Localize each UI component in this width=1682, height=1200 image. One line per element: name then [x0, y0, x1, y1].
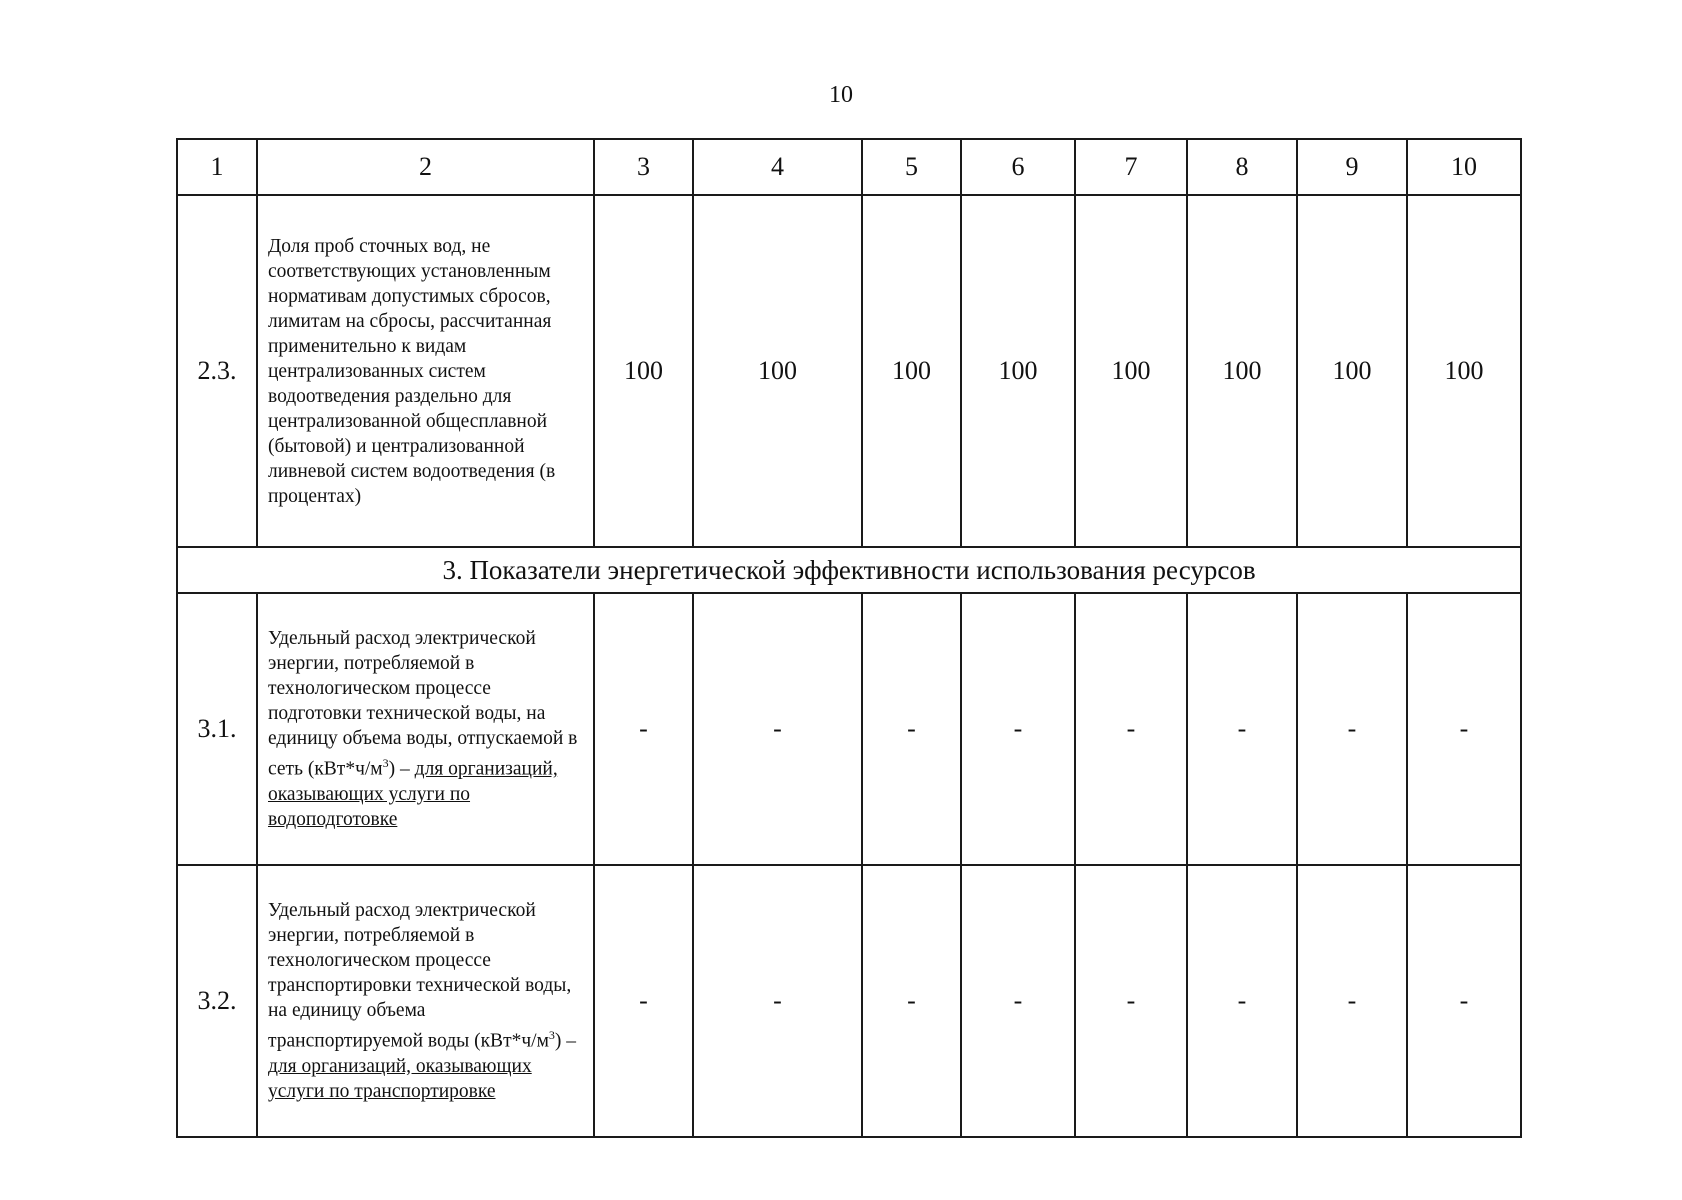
row-description: [257, 593, 594, 865]
table-row: [177, 865, 1521, 1137]
value-cell: 100: [1297, 195, 1407, 547]
table-row: [177, 195, 1521, 547]
row-number: 2.3.: [177, 195, 257, 547]
header-cell: 5: [862, 139, 961, 195]
header-cell: 2: [257, 139, 594, 195]
header-cell: 10: [1407, 139, 1521, 195]
value-cell: -: [594, 865, 693, 1137]
row-description: [257, 865, 594, 1137]
value-cell: 100: [693, 195, 862, 547]
value-cell: -: [1297, 593, 1407, 865]
header-cell: 8: [1187, 139, 1297, 195]
value-cell: 100: [1187, 195, 1297, 547]
value-cell: 100: [1075, 195, 1187, 547]
value-cell: 100: [1407, 195, 1521, 547]
value-cell: -: [1407, 593, 1521, 865]
description-underlined: для организаций, оказывающих услуги по транспортировке: [268, 1055, 532, 1102]
value-cell: -: [862, 865, 961, 1137]
header-cell: 7: [1075, 139, 1187, 195]
description-text: Удельный расход электрической энергии, потребляемой в технологическом процессе подготовки технической воды, на единицу объема воды, отпускаемой в сеть (кВт*ч/м: [268, 628, 578, 780]
section-heading-row: [177, 547, 1521, 593]
section-title: 3. Показатели энергетической эффективности использования ресурсов: [177, 547, 1521, 593]
description-text: Удельный расход электрической энергии, потребляемой в технологическом процессе транспортировки технической воды, на единицу объема транспортируемой воды (кВт*ч/м: [268, 900, 572, 1052]
row-number: 3.2.: [177, 865, 257, 1137]
value-cell: 100: [961, 195, 1075, 547]
row-description: Доля проб сточных вод, не соответствующих установленным нормативам допустимых сбросов, лимитам на сбросы, рассчитанная применительно к видам централизованных систем водоотведения раздельно для централизованной общесплавной (бытовой) и централизованной ливневой систем водоотведения (в процентах): [257, 195, 594, 547]
description-text: ) –: [554, 1030, 577, 1052]
value-cell: -: [594, 593, 693, 865]
value-cell: -: [1187, 865, 1297, 1137]
value-cell: -: [1075, 593, 1187, 865]
superscript: 3: [382, 756, 389, 771]
header-cell: 6: [961, 139, 1075, 195]
value-cell: -: [1407, 865, 1521, 1137]
indicators-table: [176, 138, 1522, 1138]
value-cell: -: [1187, 593, 1297, 865]
superscript: 3: [548, 1028, 555, 1043]
value-cell: 100: [594, 195, 693, 547]
description-text: ) –: [388, 758, 415, 780]
header-cell: 1: [177, 139, 257, 195]
table-row: [177, 593, 1521, 865]
page-number: 10: [829, 82, 853, 108]
value-cell: -: [693, 593, 862, 865]
header-cell: 4: [693, 139, 862, 195]
description-underlined: для организаций, оказывающих услуги по водоподготовке: [268, 758, 558, 830]
header-row: [177, 139, 1521, 195]
header-cell: 3: [594, 139, 693, 195]
row-number: 3.1.: [177, 593, 257, 865]
value-cell: -: [961, 865, 1075, 1137]
header-cell: 9: [1297, 139, 1407, 195]
value-cell: -: [862, 593, 961, 865]
value-cell: -: [693, 865, 862, 1137]
value-cell: -: [961, 593, 1075, 865]
value-cell: 100: [862, 195, 961, 547]
value-cell: -: [1075, 865, 1187, 1137]
value-cell: -: [1297, 865, 1407, 1137]
